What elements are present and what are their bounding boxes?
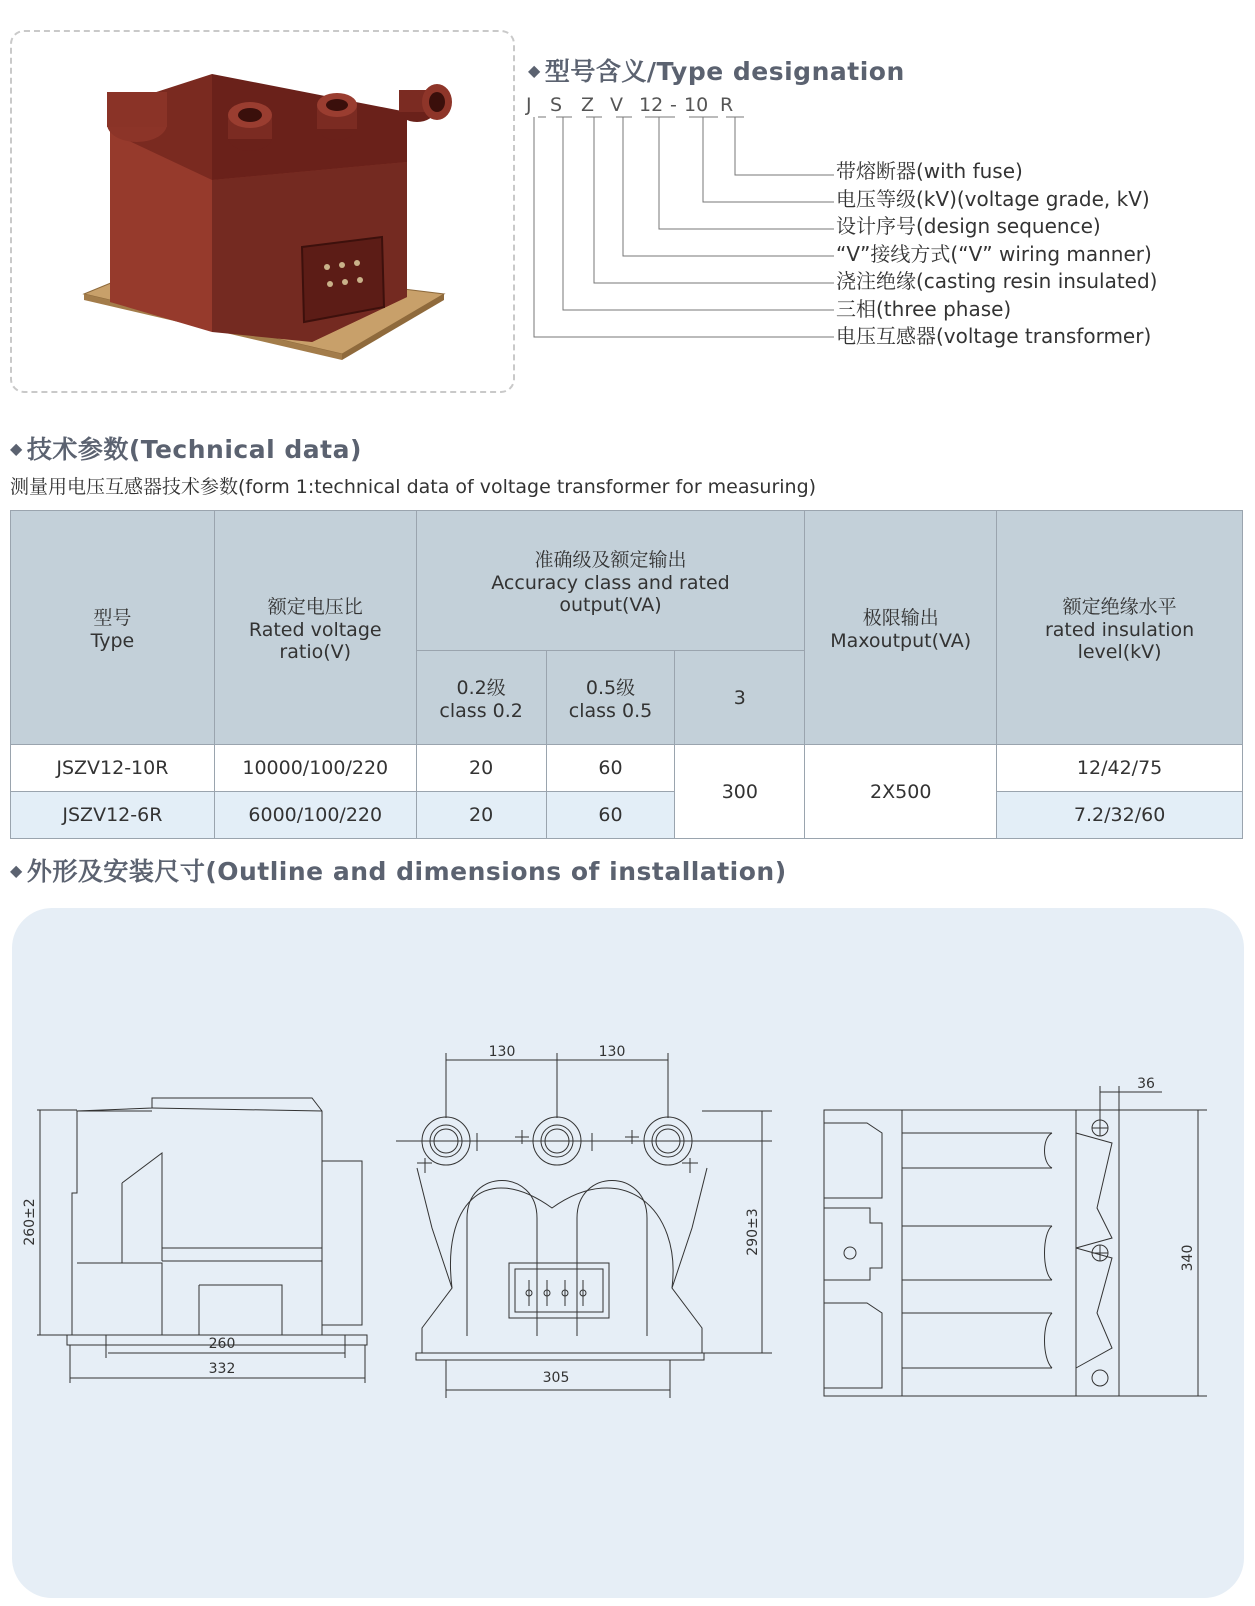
cell-insulation: 7.2/32/60 bbox=[997, 792, 1243, 839]
dim-top-length: 340 bbox=[1180, 1244, 1196, 1272]
dim-front-spacing-left: 130 bbox=[488, 1044, 516, 1060]
code-dash: - bbox=[670, 94, 677, 116]
cell-insulation: 12/42/75 bbox=[997, 745, 1243, 792]
code-letter-z: Z bbox=[581, 94, 595, 116]
front-view-drawing bbox=[396, 1053, 772, 1398]
legend-item: 设计序号(design sequence) bbox=[836, 214, 1101, 238]
code-letter-j: J bbox=[526, 94, 532, 116]
dim-front-spacing-right: 130 bbox=[598, 1044, 626, 1060]
code-letter-s: S bbox=[550, 94, 563, 116]
code-letter-r: R bbox=[720, 94, 734, 116]
legend-item: 带熔断器(with fuse) bbox=[836, 159, 1023, 183]
dim-side-inner-width: 260 bbox=[208, 1336, 236, 1352]
code-number-10: 10 bbox=[684, 94, 709, 116]
code-number-12: 12 bbox=[639, 94, 664, 116]
header-insulation-level: 额定绝缘水平 rated insulation level(kV) bbox=[997, 511, 1243, 745]
outline-title: ◆ 外形及安装尺寸(Outline and dimensions of installation) bbox=[10, 857, 787, 886]
header-class-3: 3 bbox=[675, 651, 805, 745]
table-row bbox=[11, 792, 1243, 839]
dim-top-offset: 36 bbox=[1137, 1076, 1155, 1092]
header-class-0-2: 0.2级 class 0.2 bbox=[416, 651, 546, 745]
cell-ratio: 10000/100/220 bbox=[214, 745, 416, 792]
cell-class-0-2: 20 bbox=[416, 745, 546, 792]
header-max-output: 极限输出 Maxoutput(VA) bbox=[805, 511, 997, 745]
technical-data-table bbox=[10, 510, 1243, 839]
cell-type: JSZV12-10R bbox=[11, 745, 215, 792]
cell-ratio: 6000/100/220 bbox=[214, 792, 416, 839]
dim-front-width: 305 bbox=[542, 1370, 570, 1386]
outline-drawing-panel bbox=[12, 908, 1244, 1598]
table-row bbox=[11, 745, 1243, 792]
cell-class-0-2: 20 bbox=[416, 792, 546, 839]
type-designation-title: ◆ 型号含义/Type designation bbox=[528, 57, 905, 86]
diamond-bullet-icon: ◆ bbox=[10, 861, 23, 880]
code-letter-v: V bbox=[610, 94, 623, 116]
legend-item: 三相(three phase) bbox=[836, 296, 1012, 321]
cell-class-0-5: 60 bbox=[546, 745, 675, 792]
legend-item: 电压等级(kV)(voltage grade, kV) bbox=[836, 186, 1150, 211]
diamond-bullet-icon: ◆ bbox=[528, 61, 541, 80]
header-type: 型号 Type bbox=[11, 511, 215, 745]
technical-data-title: ◆ 技术参数(Technical data) bbox=[10, 435, 362, 464]
dim-side-outer-width: 332 bbox=[208, 1361, 236, 1377]
cell-max-output-merged: 2X500 bbox=[805, 745, 997, 839]
legend-item: 浇注绝缘(casting resin insulated) bbox=[836, 269, 1158, 293]
type-designation-legend bbox=[836, 158, 1157, 351]
cell-class-3-merged: 300 bbox=[675, 745, 805, 839]
dim-front-height: 290±3 bbox=[745, 1208, 761, 1256]
technical-table-caption: 测量用电压互感器技术参数(form 1:technical data of voltage transformer for measuring) bbox=[10, 476, 817, 498]
top-view-drawing bbox=[824, 1086, 1207, 1396]
diamond-bullet-icon: ◆ bbox=[10, 439, 23, 458]
header-accuracy-class: 准确级及额定输出 Accuracy class and rated output(VA) bbox=[416, 511, 805, 651]
header-rated-voltage-ratio: 额定电压比 Rated voltage ratio(V) bbox=[214, 511, 416, 745]
legend-item: 电压互感器(voltage transformer) bbox=[836, 324, 1152, 348]
legend-item: “V”接线方式(“V” wiring manner) bbox=[836, 241, 1152, 266]
header-class-0-5: 0.5级 class 0.5 bbox=[546, 651, 675, 745]
cell-type: JSZV12-6R bbox=[11, 792, 215, 839]
dim-side-height: 260±2 bbox=[22, 1198, 38, 1246]
cell-class-0-5: 60 bbox=[546, 792, 675, 839]
side-view-drawing bbox=[37, 1098, 367, 1383]
outline-drawings bbox=[12, 908, 1244, 1598]
